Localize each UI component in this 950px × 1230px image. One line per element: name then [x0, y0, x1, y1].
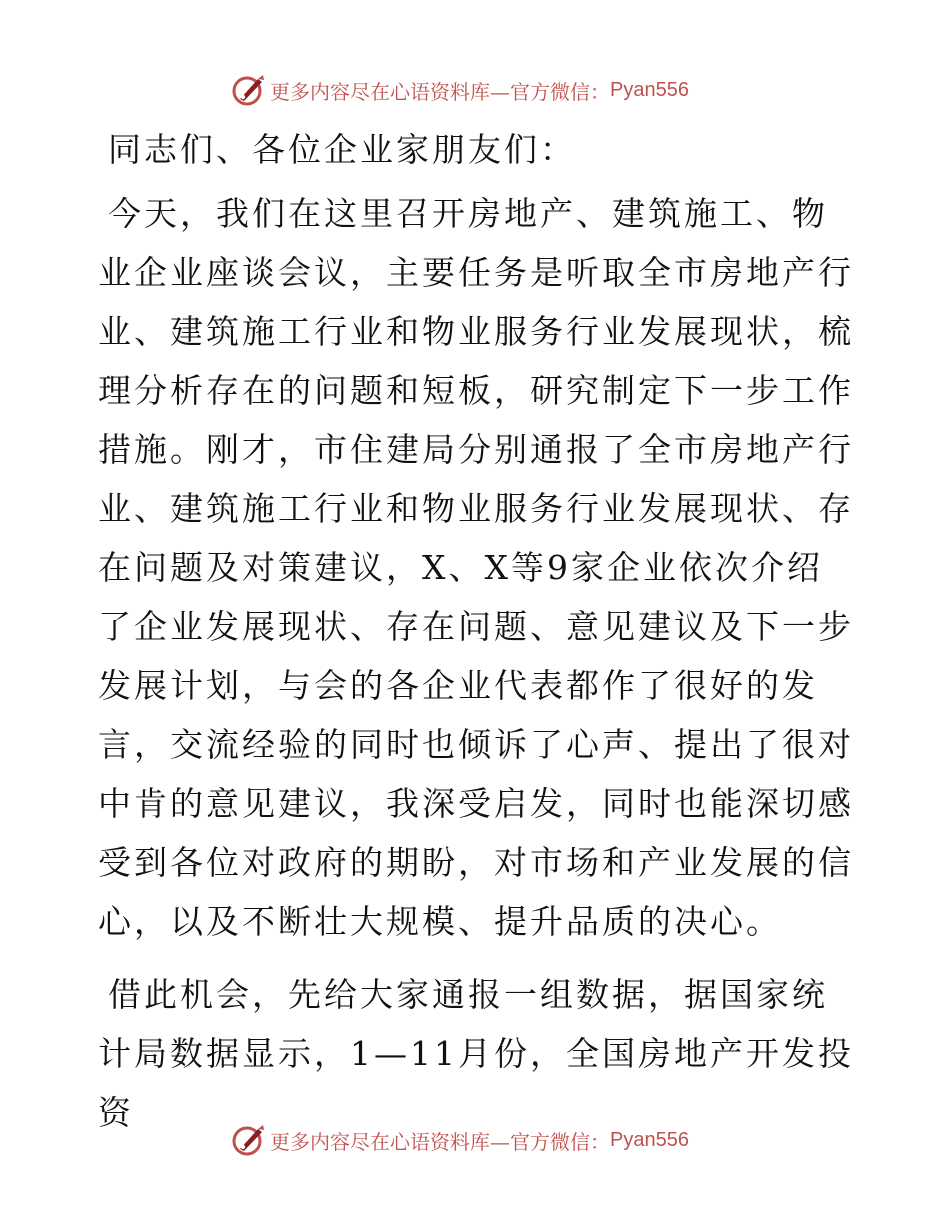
pen-quill-logo-icon — [232, 73, 266, 107]
footer-wechat-id: Pyan556 — [610, 1128, 689, 1151]
paragraph-1: 今天，我们在这里召开房地产、建筑施工、物业企业座谈会议，主要任务是听取全市房地产行业、建筑施工行业和物业服务行业发展现状，梳理分析存在的问题和短板，研究制定下一步工作措施。刚才，市住建局分别通报了全市房地产行业、建筑施工行业和物业服务行业发展现状、存在问题及对策建议，X、X等9家企业依次介绍了企业发展现状、存在问题、意见建议及下一步发展计划，与会的各企业代表都作了很好的发言，交流经验的同时也倾诉了心声、提出了很对中肯的意见建议，我深受启发，同时也能深切感受到各位对政府的期盼，对市场和产业发展的信心，以及不断壮大规模、提升品质的决心。 — [98, 194, 854, 941]
pen-quill-logo-icon — [232, 1123, 266, 1157]
footer-site-label: 更多内容尽在心语资料库—官方微信： — [270, 1129, 610, 1154]
paragraph-2: 借此机会，先给大家通报一组数据，据国家统计局数据显示，1—11月份，全国房地产开发投资 — [98, 975, 854, 1132]
document-body — [98, 122, 858, 1156]
header-watermark-banner — [232, 70, 722, 110]
header-site-label: 更多内容尽在心语资料库—官方微信： — [270, 79, 610, 104]
header-wechat-id: Pyan556 — [610, 78, 689, 101]
footer-watermark-banner — [232, 1120, 722, 1160]
greeting-line: 同志们、各位企业家朋友们： — [108, 130, 576, 169]
